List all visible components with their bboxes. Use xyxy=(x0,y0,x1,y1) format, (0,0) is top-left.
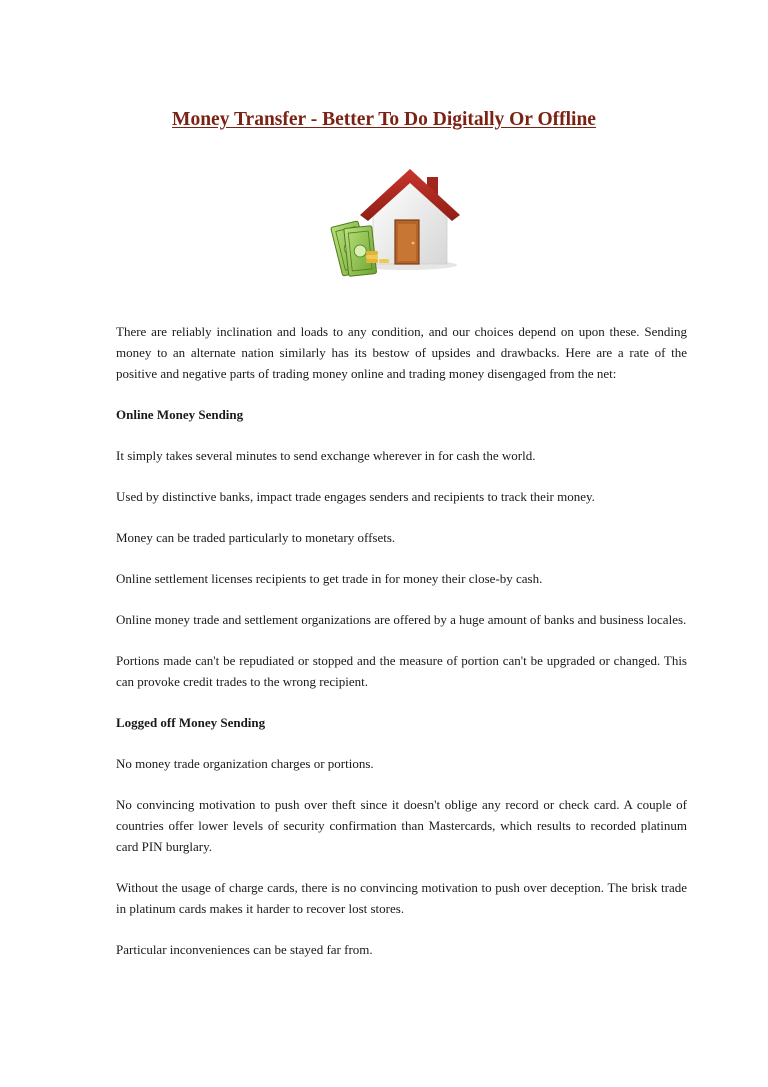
paragraph: Used by distinctive banks, impact trade engages senders and recipients to track their money. xyxy=(116,489,595,504)
house-with-money-icon xyxy=(330,167,460,282)
paragraph: It simply takes several minutes to send exchange wherever in for cash the world. xyxy=(116,448,536,463)
section-heading: Logged off Money Sending xyxy=(116,715,266,730)
paragraph: There are reliably inclination and loads to any condition, and our choices depend on upon these. Sending money to an alternate nation similarly has its bestow of upsides and drawbacks. Here are a rate of the positive and negative parts of trading money online and trading money disengaged from the net: xyxy=(116,324,687,381)
paragraph: Online money trade and settlement organizations are offered by a huge amount of banks and business locales. xyxy=(116,612,687,627)
document-body xyxy=(116,321,687,980)
paragraph: Online settlement licenses recipients to get trade in for money their close-by cash. xyxy=(116,571,543,586)
paragraph: No convincing motivation to push over theft since it doesn't oblige any record or check card. A couple of countries offer lower levels of security confirmation than Mastercards, which results to recorded platinum card PIN burglary. xyxy=(116,797,687,854)
paragraph: Particular inconveniences can be stayed far from. xyxy=(116,942,373,957)
section-heading: Online Money Sending xyxy=(116,407,244,422)
paragraph: No money trade organization charges or portions. xyxy=(116,756,374,771)
paragraph: Without the usage of charge cards, there is no convincing motivation to push over deception. The brisk trade in platinum cards makes it harder to recover lost stores. xyxy=(116,880,687,916)
document-title: Money Transfer - Better To Do Digitally Or Offline xyxy=(172,109,596,130)
paragraph: Money can be traded particularly to monetary offsets. xyxy=(116,530,396,545)
paragraph: Portions made can't be repudiated or stopped and the measure of portion can't be upgraded or changed. This can provoke credit trades to the wrong recipient. xyxy=(116,653,687,689)
